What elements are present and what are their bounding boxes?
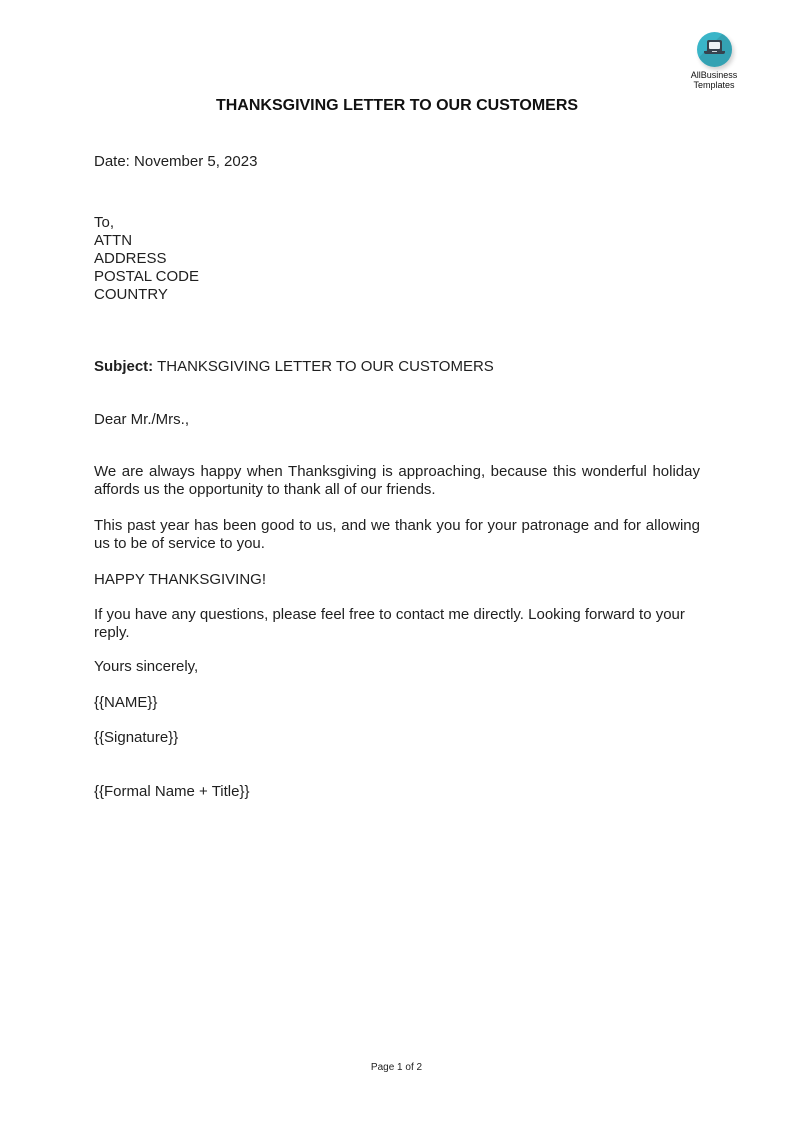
page-indicator: Page 1 of 2 [370, 1062, 423, 1073]
recipient-line-address: ADDRESS [94, 250, 167, 267]
date-line: Date: November 5, 2023 [94, 153, 258, 170]
recipient-line-attn: ATTN [94, 232, 133, 249]
recipient-line-country: COUNTRY [94, 286, 168, 303]
happy-thanksgiving-line: HAPPY THANKSGIVING! [94, 571, 266, 588]
subject-text: THANKSGIVING LETTER TO OUR CUSTOMERS [153, 358, 494, 375]
closing-line: If you have any questions, please feel free to contact me directly. Looking forward to your reply. [94, 606, 685, 641]
subject-line [94, 358, 700, 376]
recipient-line-postal-code: POSTAL CODE [94, 268, 200, 285]
body-paragraph-2: This past year has been good to us, and we thank you for your patronage and for allowing us to be of service to you. [94, 517, 700, 552]
logo-circle [697, 32, 732, 67]
placeholder-name: {{NAME}} [94, 694, 158, 711]
placeholder-signature: {{Signature}} [94, 729, 179, 746]
letter-title: THANKSGIVING LETTER TO OUR CUSTOMERS [215, 97, 579, 114]
recipient-block [94, 214, 700, 304]
recipient-line-to: To, [94, 214, 115, 231]
placeholder-formal-name-title: {{Formal Name + Title}} [94, 783, 250, 800]
signoff-line: Yours sincerely, [94, 658, 199, 675]
brand-name-line2: Templates [693, 80, 735, 90]
body-paragraph-1: We are always happy when Thanksgiving is approaching, because this wonderful holiday affords us the opportunity to thank all of our friends. [94, 463, 700, 498]
salutation: Dear Mr./Mrs., [94, 411, 190, 428]
subject-label: Subject: [94, 358, 154, 375]
laptop-icon [704, 40, 725, 54]
page-footer [0, 1061, 793, 1074]
brand-name-line1: AllBusiness [690, 70, 738, 80]
letter-content [94, 0, 700, 801]
